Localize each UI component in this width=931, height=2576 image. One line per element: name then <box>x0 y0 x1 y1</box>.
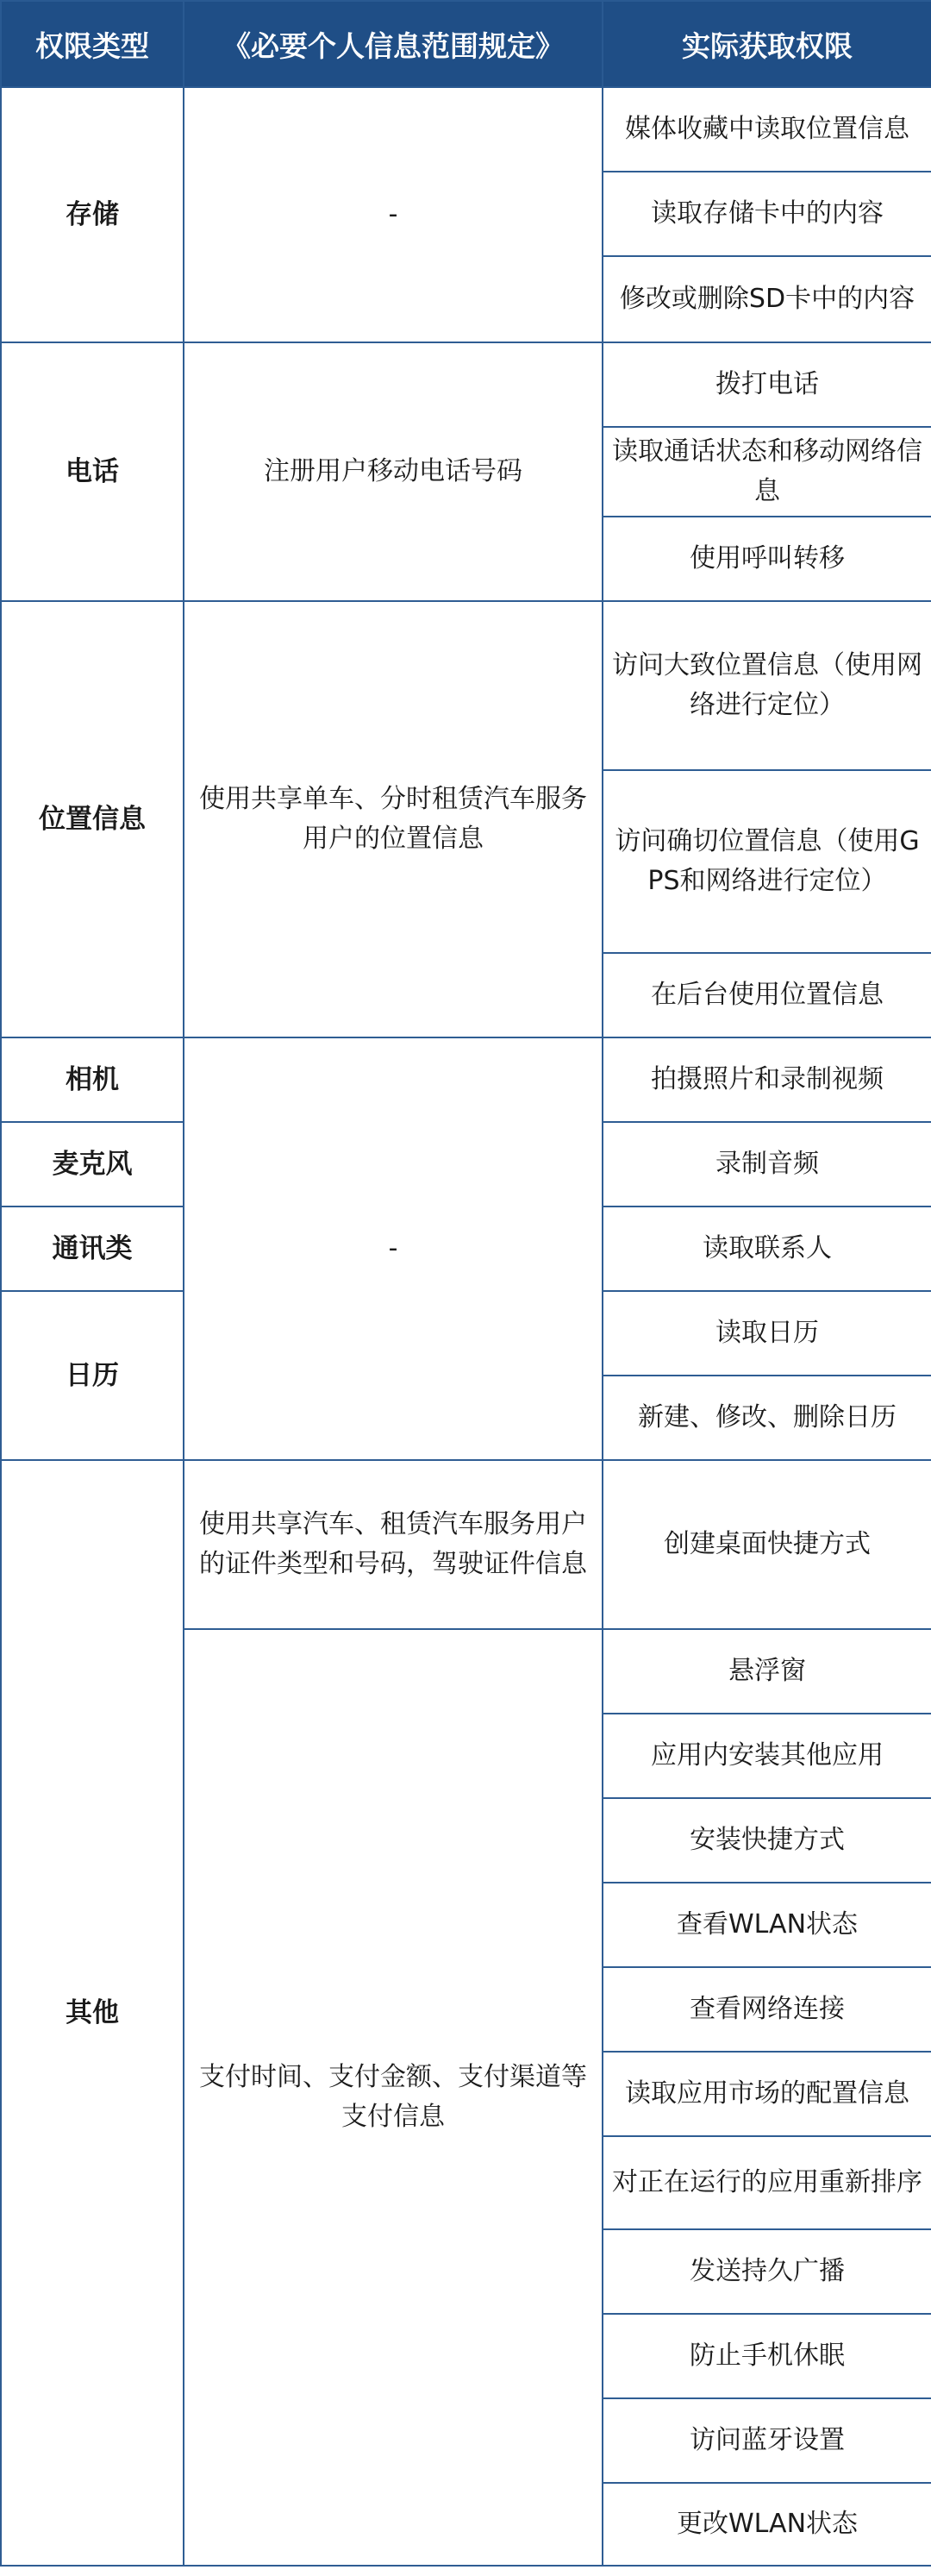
permission-item: 读取日历 <box>603 1291 931 1376</box>
scope-storage: - <box>184 87 603 342</box>
permission-item: 悬浮窗 <box>603 1629 931 1714</box>
permission-type-microphone: 麦克风 <box>1 1122 184 1207</box>
permission-type-storage: 存储 <box>1 87 184 342</box>
table-row <box>1 87 931 172</box>
permission-item: 媒体收藏中读取位置信息 <box>603 87 931 172</box>
header-actual-permissions: 实际获取权限 <box>603 1 931 87</box>
permission-item: 读取应用市场的配置信息 <box>603 2052 931 2136</box>
permission-type-camera: 相机 <box>1 1037 184 1122</box>
permission-item: 查看网络连接 <box>603 1967 931 2052</box>
permission-item: 防止手机休眠 <box>603 2314 931 2398</box>
permission-item: 创建桌面快捷方式 <box>603 1460 931 1629</box>
table-row <box>1 1460 931 1629</box>
permission-item: 拨打电话 <box>603 342 931 427</box>
permission-item: 访问大致位置信息（使用网络进行定位） <box>603 601 931 770</box>
permission-item: 使用呼叫转移 <box>603 517 931 601</box>
scope-media-contacts-calendar: - <box>184 1037 603 1460</box>
header-permission-type: 权限类型 <box>1 1 184 87</box>
permission-item: 读取联系人 <box>603 1207 931 1291</box>
permission-item: 发送持久广播 <box>603 2229 931 2314</box>
permission-type-location: 位置信息 <box>1 601 184 1037</box>
permission-type-contacts: 通讯类 <box>1 1207 184 1291</box>
permission-item: 安装快捷方式 <box>603 1798 931 1883</box>
table-row <box>1 342 931 427</box>
permission-item: 访问蓝牙设置 <box>603 2398 931 2483</box>
permission-type-calendar: 日历 <box>1 1291 184 1460</box>
permission-type-other: 其他 <box>1 1460 184 2566</box>
permission-item: 修改或删除SD卡中的内容 <box>603 256 931 342</box>
permission-item: 在后台使用位置信息 <box>603 953 931 1037</box>
permission-item: 拍摄照片和录制视频 <box>603 1037 931 1122</box>
permission-item: 读取通话状态和移动网络信息 <box>603 427 931 517</box>
permission-type-phone: 电话 <box>1 342 184 601</box>
header-regulation-scope: 《必要个人信息范围规定》 <box>184 1 603 87</box>
permission-item: 更改WLAN状态 <box>603 2483 931 2566</box>
table-row <box>1 1037 931 1122</box>
permission-item: 新建、修改、删除日历 <box>603 1376 931 1460</box>
header-row <box>1 1 931 87</box>
scope-location: 使用共享单车、分时租赁汽车服务用户的位置信息 <box>184 601 603 1037</box>
permission-item: 访问确切位置信息（使用GPS和网络进行定位） <box>603 770 931 953</box>
permission-item: 对正在运行的应用重新排序 <box>603 2136 931 2229</box>
permission-item: 查看WLAN状态 <box>603 1883 931 1967</box>
scope-other-vehicle: 使用共享汽车、租赁汽车服务用户的证件类型和号码，驾驶证件信息 <box>184 1460 603 1629</box>
permission-item: 读取存储卡中的内容 <box>603 172 931 256</box>
permission-item: 应用内安装其他应用 <box>603 1714 931 1798</box>
table-row <box>1 601 931 770</box>
permission-item: 录制音频 <box>603 1122 931 1207</box>
scope-other-payment: 支付时间、支付金额、支付渠道等支付信息 <box>184 1629 603 2566</box>
scope-phone: 注册用户移动电话号码 <box>184 342 603 601</box>
